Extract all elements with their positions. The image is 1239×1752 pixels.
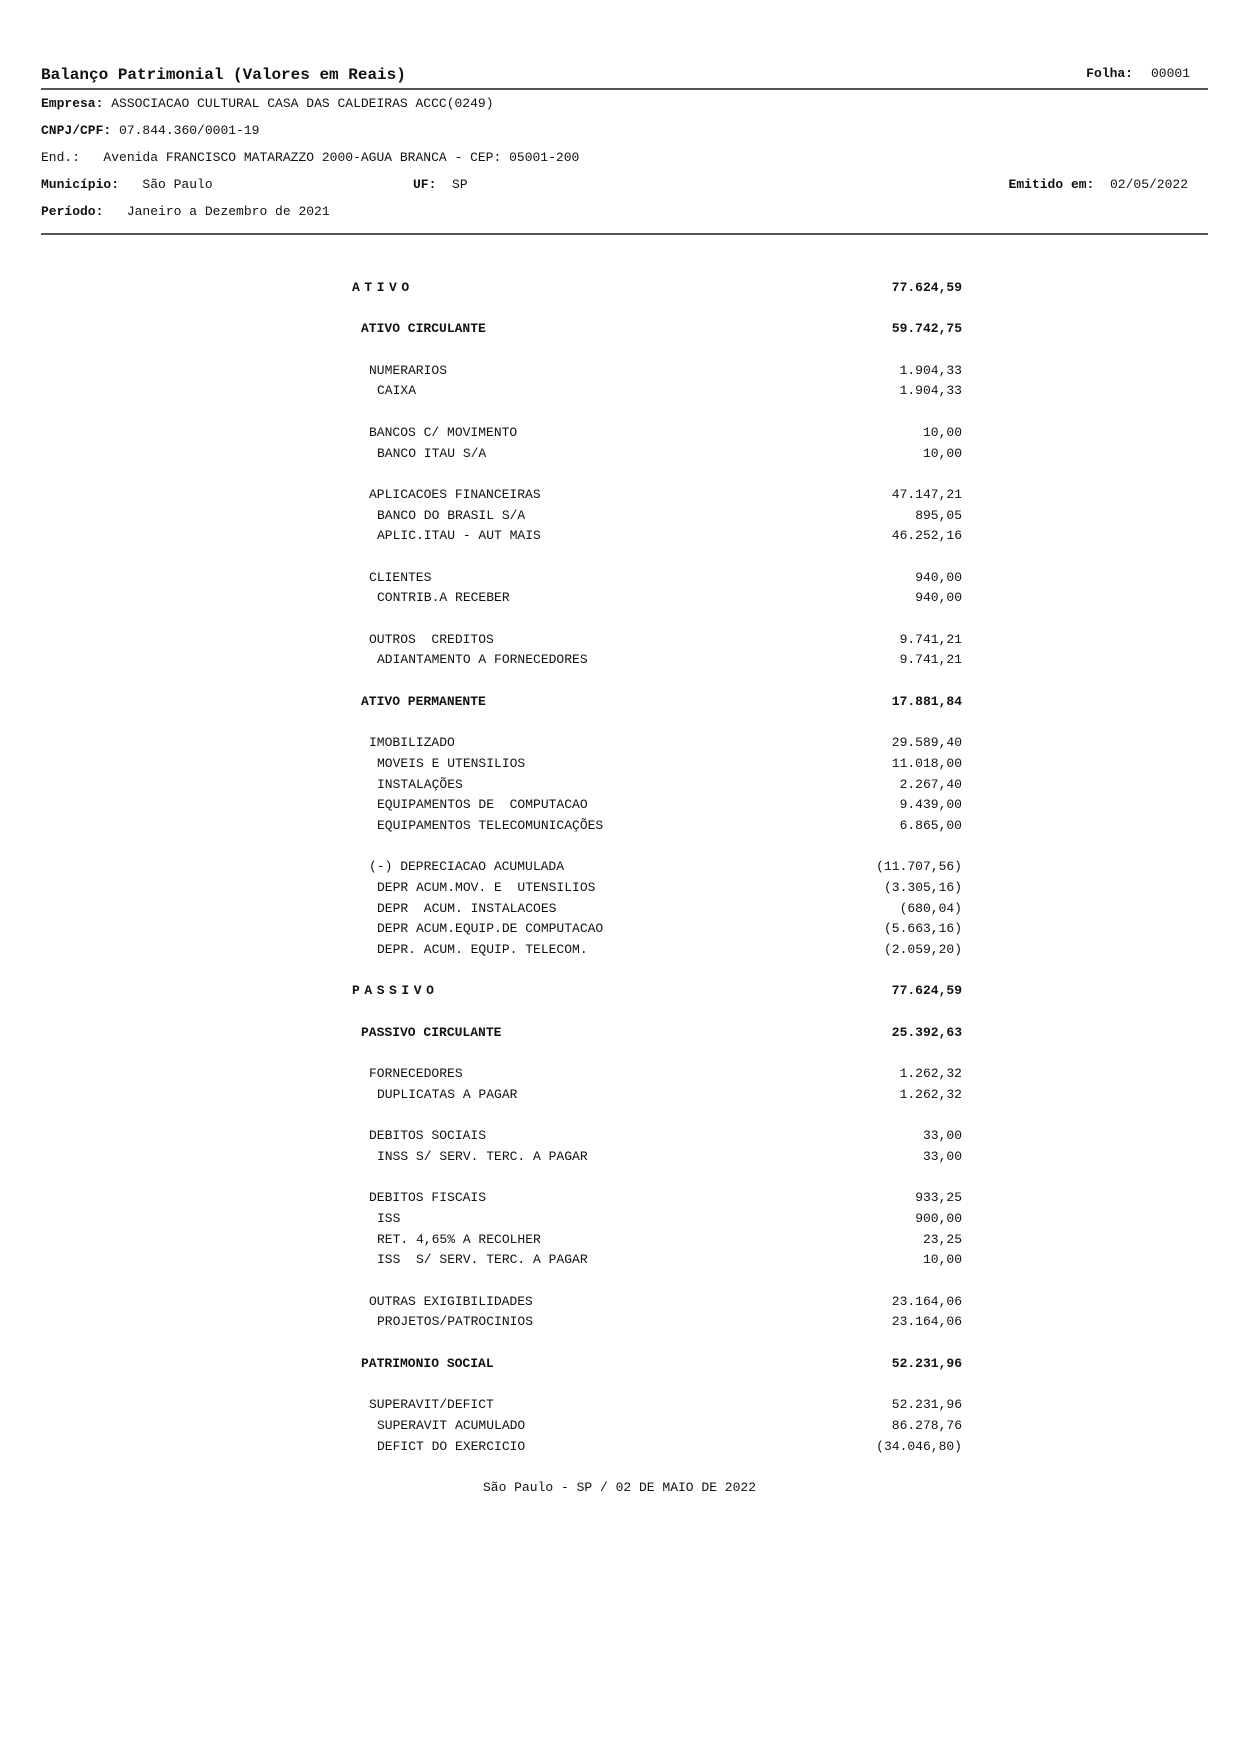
group-row [352, 319, 962, 340]
account-label: DUPLICATAS A PAGAR [377, 1086, 518, 1102]
account-label: INSS S/ SERV. TERC. A PAGAR [377, 1148, 588, 1164]
subaccount-row [352, 816, 962, 837]
account-value: 59.742,75 [891, 321, 962, 337]
subaccount-row [352, 775, 962, 796]
document-title: Balanço Patrimonial (Valores em Reais) [41, 66, 406, 84]
account-value: 23,25 [922, 1231, 962, 1247]
subaccount-row [352, 506, 962, 527]
account-value: 940,00 [915, 569, 962, 585]
group-row [352, 1354, 962, 1375]
account-value: 933,25 [915, 1190, 962, 1206]
row-spacer [352, 1002, 962, 1023]
account-label: (-) DEPRECIACAO ACUMULADA [369, 859, 565, 875]
account-value: 900,00 [915, 1210, 962, 1226]
account-row [352, 630, 962, 651]
row-spacer [352, 1106, 962, 1127]
state-value: SP [452, 177, 468, 192]
account-label: SUPERAVIT/DEFICT [369, 1397, 494, 1413]
account-value: 9.741,21 [899, 652, 962, 668]
account-value: 1.904,33 [899, 383, 962, 399]
company-label: Empresa: [41, 96, 104, 111]
account-row [352, 423, 962, 444]
account-value: 940,00 [915, 590, 962, 606]
account-label: CAIXA [377, 383, 417, 399]
account-value: (34.046,80) [876, 1438, 962, 1454]
account-value: 895,05 [915, 507, 962, 523]
account-row [352, 568, 962, 589]
account-label: PROJETOS/PATROCINIOS [377, 1314, 534, 1330]
account-label: APLICACOES FINANCEIRAS [369, 486, 541, 502]
account-value: 10,00 [922, 445, 962, 461]
section-row [352, 981, 962, 1002]
account-label: CONTRIB.A RECEBER [377, 590, 510, 606]
row-spacer [352, 961, 962, 982]
account-row [352, 361, 962, 382]
account-value: 46.252,16 [891, 528, 962, 544]
title-row [41, 64, 1208, 88]
state-label: UF: [413, 177, 437, 192]
account-label: ISS [377, 1210, 401, 1226]
account-value: 17.881,84 [891, 693, 962, 709]
group-row [352, 692, 962, 713]
account-label: DEFICT DO EXERCICIO [377, 1438, 526, 1454]
account-label: BANCOS C/ MOVIMENTO [369, 424, 518, 440]
subaccount-row [352, 940, 962, 961]
account-label: PATRIMONIO SOCIAL [361, 1355, 494, 1371]
subaccount-row [352, 1209, 962, 1230]
account-label: APLIC.ITAU - AUT MAIS [377, 528, 541, 544]
account-value: 33,00 [922, 1128, 962, 1144]
account-label: BANCO ITAU S/A [377, 445, 487, 461]
account-label: ISS S/ SERV. TERC. A PAGAR [377, 1252, 588, 1268]
row-spacer [352, 837, 962, 858]
row-spacer [352, 1168, 962, 1189]
subaccount-row [352, 1147, 962, 1168]
subaccount-row [352, 444, 962, 465]
municipality-line [41, 171, 1208, 198]
account-value: 52.231,96 [891, 1355, 962, 1371]
section-row [352, 278, 962, 299]
account-value: (2.059,20) [883, 942, 962, 957]
account-row [352, 485, 962, 506]
account-value: 2.267,40 [899, 776, 962, 792]
period-value: Janeiro a Dezembro de 2021 [126, 204, 330, 219]
account-label: DEPR ACUM.EQUIP.DE COMPUTACAO [377, 921, 604, 937]
row-spacer [352, 712, 962, 733]
account-label: DEPR ACUM. INSTALACOES [377, 900, 557, 916]
account-value: 1.262,32 [899, 1086, 962, 1102]
account-label: ATIVO PERMANENTE [361, 693, 486, 709]
period-label: Período: [41, 204, 104, 219]
account-row [352, 1395, 962, 1416]
header-bottom-rule [41, 233, 1208, 235]
account-row [352, 1064, 962, 1085]
subaccount-row [352, 381, 962, 402]
account-label: BANCO DO BRASIL S/A [377, 507, 526, 523]
account-label: ADIANTAMENTO A FORNECEDORES [377, 652, 588, 668]
account-value: 47.147,21 [891, 486, 962, 502]
account-label: PASSIVO CIRCULANTE [361, 1024, 502, 1040]
municipality-label: Município: [41, 177, 120, 192]
account-label: DEPR. ACUM. EQUIP. TELECOM. [377, 942, 588, 957]
group-row [352, 1023, 962, 1044]
account-row [352, 733, 962, 754]
account-label: RET. 4,65% A RECOLHER [377, 1231, 541, 1247]
account-value: 10,00 [922, 1252, 962, 1268]
account-value: 23.164,06 [891, 1314, 962, 1330]
row-spacer [352, 299, 962, 320]
subaccount-row [352, 1085, 962, 1106]
account-label: MOVEIS E UTENSILIOS [377, 755, 526, 771]
cnpj-line [41, 117, 1208, 144]
account-label: INSTALAÇÕES [377, 776, 463, 792]
account-label: OUTRAS EXIGIBILIDADES [369, 1293, 533, 1309]
account-label: FORNECEDORES [369, 1066, 463, 1082]
account-label: ATIVO [352, 280, 414, 295]
subaccount-row [352, 899, 962, 920]
subaccount-row [352, 1416, 962, 1437]
account-value: (3.305,16) [883, 879, 962, 895]
subaccount-row [352, 754, 962, 775]
row-spacer [352, 1374, 962, 1395]
sheet-number-label: Folha: [1086, 66, 1133, 81]
cnpj-value: 07.844.360/0001-19 [119, 123, 260, 138]
account-row [352, 857, 962, 878]
row-spacer [352, 547, 962, 568]
account-label: CLIENTES [369, 569, 432, 585]
row-spacer [352, 1043, 962, 1064]
subaccount-row [352, 1250, 962, 1271]
row-spacer [352, 609, 962, 630]
issued-label: Emitido em: [1008, 177, 1095, 192]
account-value: 33,00 [922, 1148, 962, 1164]
account-value: 9.439,00 [899, 797, 962, 813]
row-spacer [352, 1271, 962, 1292]
issued-field [1009, 171, 1188, 198]
subaccount-row [352, 526, 962, 547]
subaccount-row [352, 1437, 962, 1458]
account-row [352, 1292, 962, 1313]
address-value: Avenida FRANCISCO MATARAZZO 2000-AGUA BRANCA - CEP: 05001-200 [103, 150, 580, 165]
sheet-number [1086, 66, 1190, 81]
subaccount-row [352, 1230, 962, 1251]
account-label: DEBITOS FISCAIS [369, 1190, 487, 1206]
address-line [41, 144, 1208, 171]
account-value: 10,00 [922, 424, 962, 440]
company-value: ASSOCIACAO CULTURAL CASA DAS CALDEIRAS ACCC(0249) [111, 96, 494, 111]
account-label: IMOBILIZADO [369, 735, 455, 751]
municipality-value: São Paulo [142, 177, 213, 192]
row-spacer [352, 402, 962, 423]
subaccount-row [352, 650, 962, 671]
account-row [352, 1188, 962, 1209]
sheet-number-value: 00001 [1150, 66, 1190, 81]
account-label: ATIVO CIRCULANTE [361, 321, 486, 337]
account-label: EQUIPAMENTOS TELECOMUNICAÇÕES [377, 817, 604, 833]
account-value: 9.741,21 [899, 631, 962, 647]
report-header [41, 64, 1208, 235]
account-value: (5.663,16) [883, 921, 962, 937]
period-line [41, 198, 1208, 225]
place-date-footer: São Paulo - SP / 02 DE MAIO DE 2022 [482, 1480, 757, 1495]
account-row [352, 1126, 962, 1147]
row-spacer [352, 340, 962, 361]
row-spacer [352, 671, 962, 692]
subaccount-row [352, 1312, 962, 1333]
row-spacer [352, 1333, 962, 1354]
account-value: 25.392,63 [891, 1024, 962, 1040]
account-value: 6.865,00 [899, 817, 962, 833]
account-value: 77.624,59 [891, 280, 962, 295]
account-label: NUMERARIOS [369, 362, 448, 378]
subaccount-row [352, 795, 962, 816]
subaccount-row [352, 919, 962, 940]
account-value: 1.262,32 [899, 1066, 962, 1082]
account-label: DEBITOS SOCIAIS [369, 1128, 487, 1144]
account-label: DEPR ACUM.MOV. E UTENSILIOS [377, 879, 596, 895]
address-label: End.: [41, 150, 81, 165]
balance-sheet-statement [352, 278, 962, 1457]
account-value: (680,04) [899, 900, 962, 916]
issued-value: 02/05/2022 [1109, 177, 1188, 192]
account-value: 1.904,33 [899, 362, 962, 378]
subaccount-row [352, 588, 962, 609]
account-value: 23.164,06 [891, 1293, 962, 1309]
account-label: EQUIPAMENTOS DE COMPUTACAO [377, 797, 588, 813]
account-value: (11.707,56) [876, 859, 962, 875]
account-label: OUTROS CREDITOS [369, 631, 494, 647]
account-value: 86.278,76 [891, 1417, 962, 1433]
account-value: 29.589,40 [891, 735, 962, 751]
cnpj-label: CNPJ/CPF: [41, 123, 112, 138]
account-value: 77.624,59 [891, 983, 962, 999]
account-value: 52.231,96 [891, 1397, 962, 1413]
state-field [413, 171, 468, 198]
account-label: SUPERAVIT ACUMULADO [377, 1417, 526, 1433]
account-value: 11.018,00 [891, 755, 962, 771]
subaccount-row [352, 878, 962, 899]
account-label: PASSIVO [352, 983, 439, 999]
company-line [41, 90, 1208, 117]
row-spacer [352, 464, 962, 485]
